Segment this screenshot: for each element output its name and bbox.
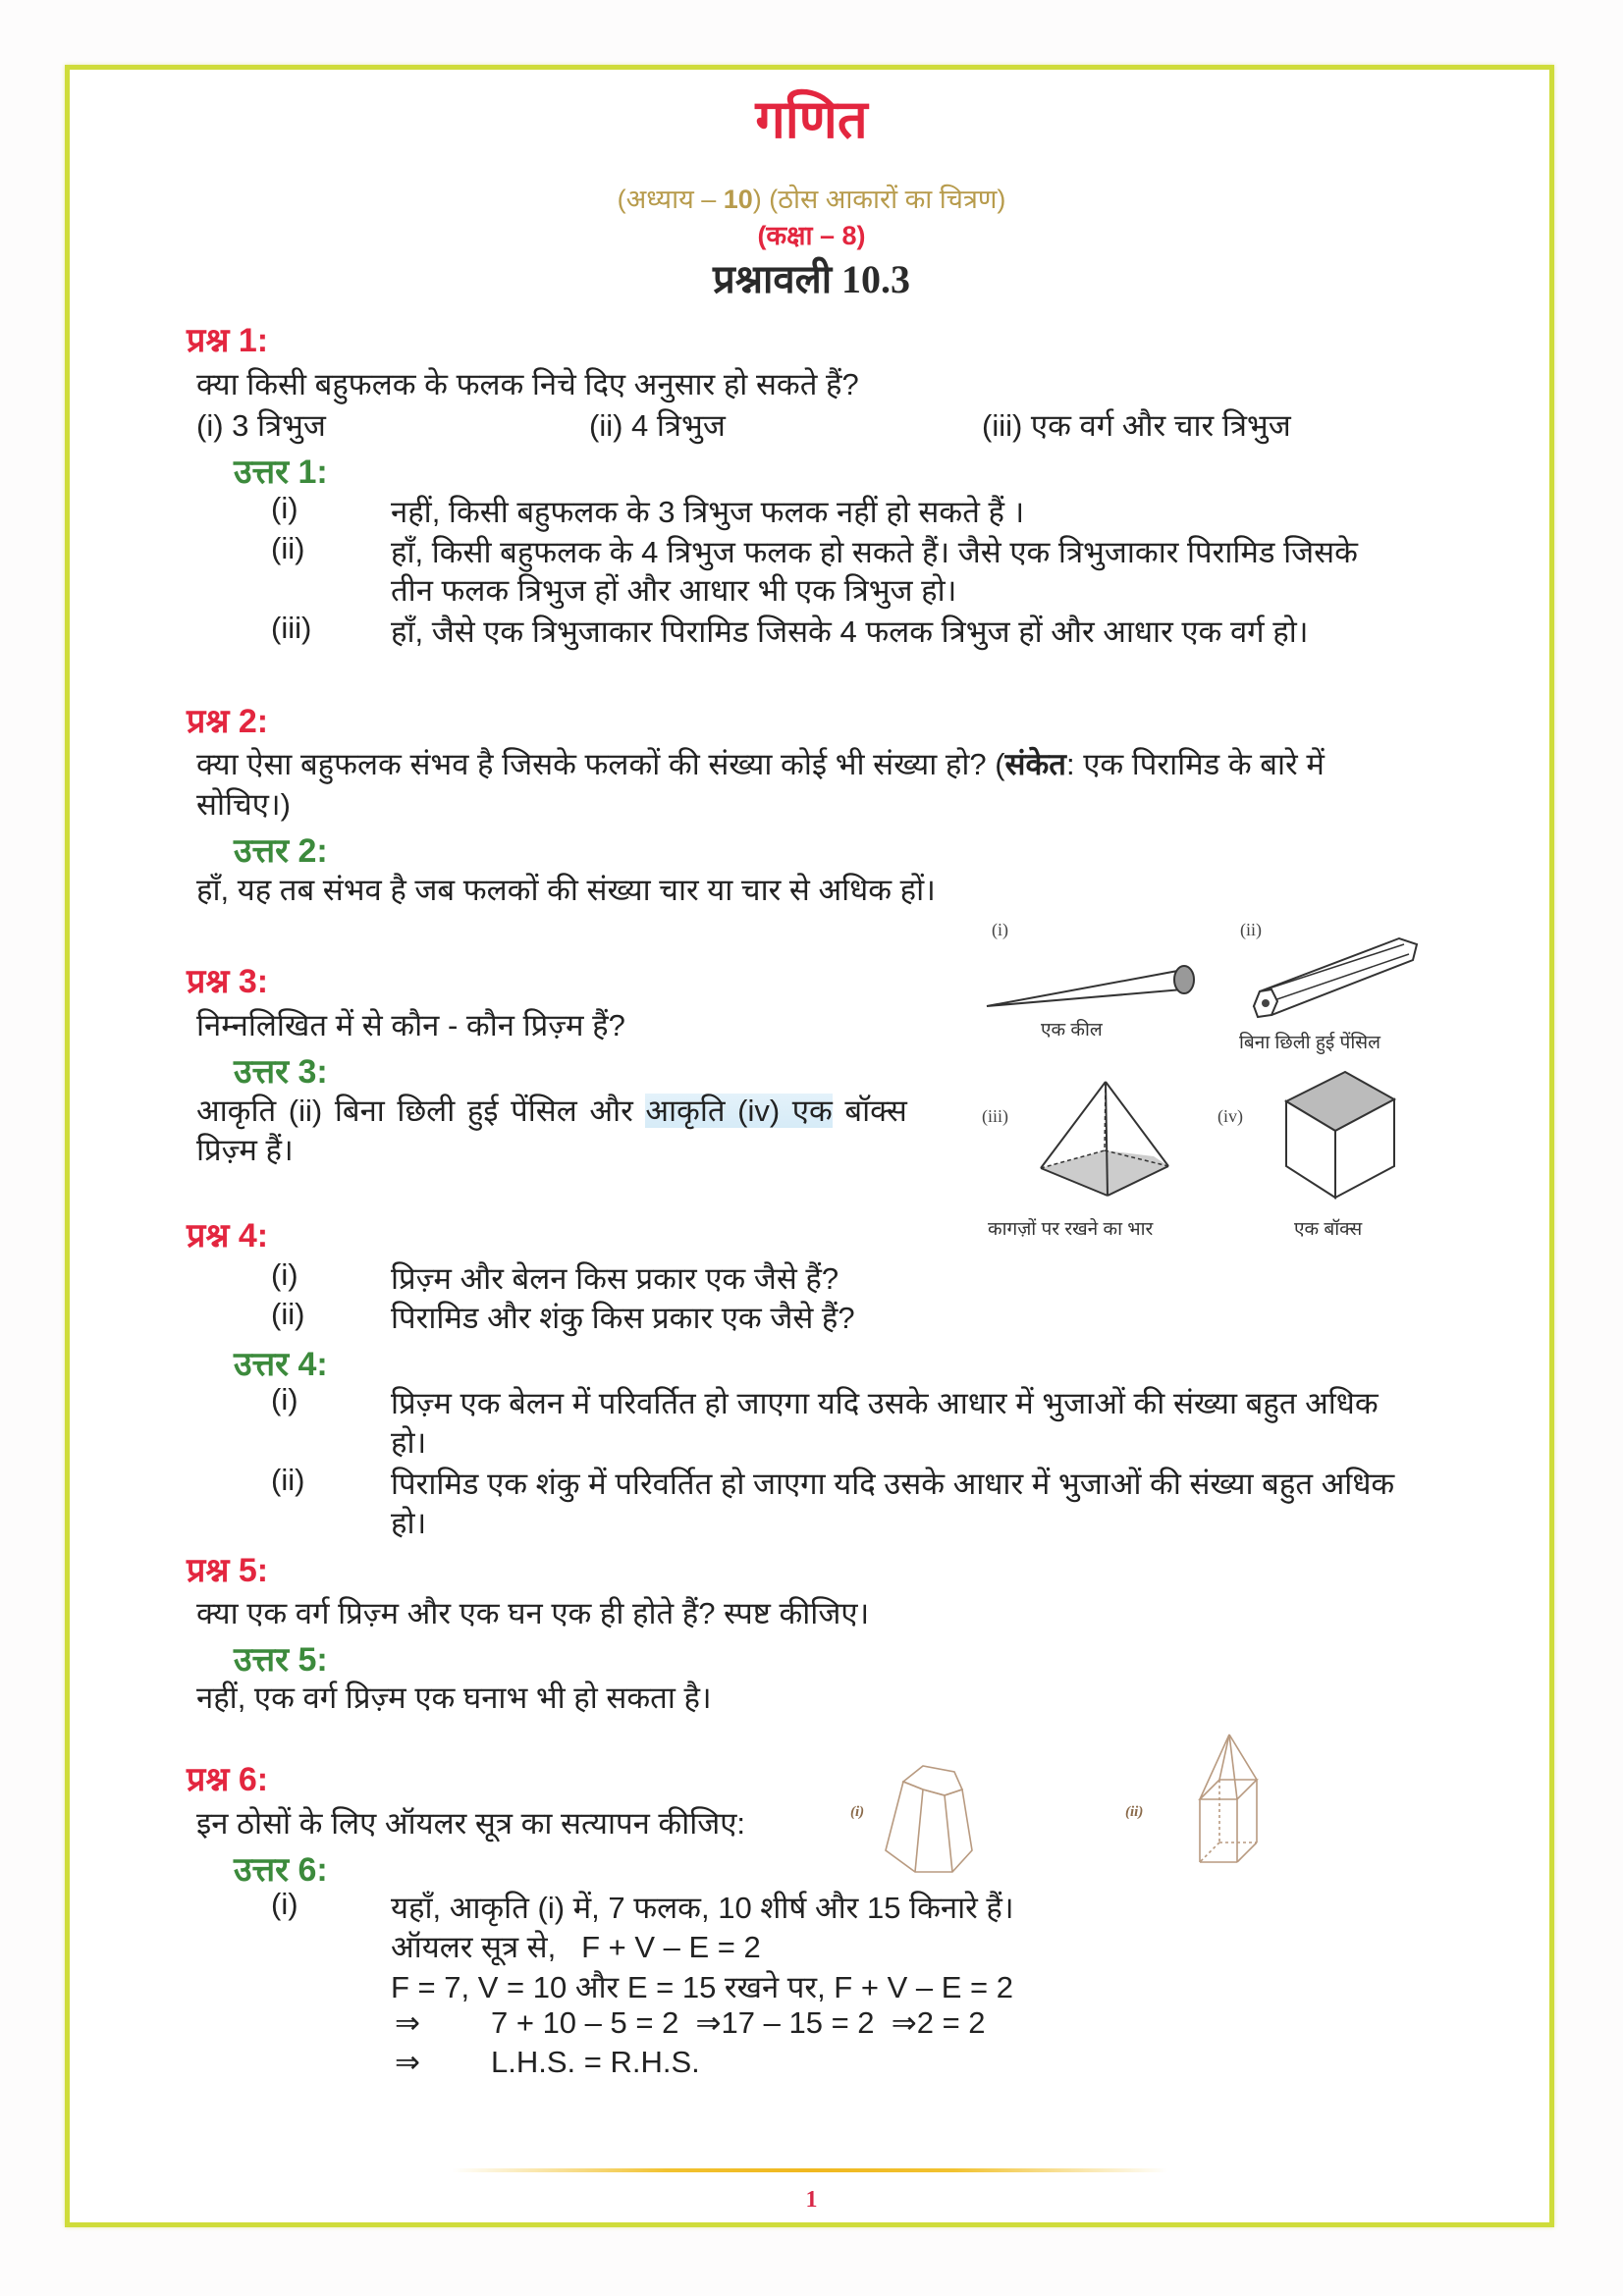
answer-6-num-i: (i)	[271, 1887, 298, 1921]
answer-1-num-iii: (iii)	[271, 611, 312, 645]
answer-2-heading: उत्तर 2:	[234, 832, 328, 870]
hint-label: संकेत	[1004, 747, 1066, 781]
answer-3-heading: उत्तर 3:	[234, 1053, 328, 1091]
question-4-num-i: (i)	[271, 1257, 298, 1292]
page-title: गणित	[755, 90, 868, 149]
hint-text: : एक पिरामिड के बारे में	[1065, 747, 1325, 781]
figure-i-label: (i)	[992, 920, 1008, 939]
question-1-option-ii: (ii) 4 त्रिभुज	[589, 408, 726, 443]
answer-6-line3: F = 7, V = 10 और E = 15 रखने पर, F + V – E = 2	[391, 1970, 1013, 2004]
pyramid-icon	[1039, 1080, 1176, 1202]
answer-4-text-i-line1: प्रिज़्म एक बेलन में परिवर्तित हो जाएगा यदि उसके आधार में भुजाओं की संख्या बहुत अधिक	[391, 1386, 1379, 1420]
chapter-number: 10	[723, 185, 753, 214]
exercise-title: प्रश्नावली 10.3	[712, 257, 911, 301]
chapter-name: ) (ठोस आकारों का चित्रण)	[752, 185, 1006, 214]
question-4-text-i: प्रिज़्म और बेलन किस प्रकार एक जैसे हैं?	[391, 1261, 839, 1296]
question-5-heading: प्रश्न 5:	[187, 1552, 269, 1589]
answer-1-text-ii-line2: तीन फलक त्रिभुज हों और आधार भी एक त्रिभुज हो।	[391, 573, 957, 608]
answer-2-text: हाँ, यह तब संभव है जब फलकों की संख्या चार या चार से अधिक हों।	[196, 873, 936, 907]
answer-6-line1: यहाँ, आकृति (i) में, 7 फलक, 10 शीर्ष और 15 किनारे हैं।	[391, 1891, 1014, 1925]
answer-1-num-i: (i)	[271, 491, 298, 525]
answer-6-step2-arrow: ⇒	[395, 2045, 420, 2079]
footer-divider	[452, 2168, 1168, 2172]
question-5-text: क्या एक वर्ग प्रिज़्म और एक घन एक ही होते हैं? स्पष्ट कीजिए।	[196, 1596, 870, 1630]
figure-ii-caption: बिना छिली हुई पेंसिल	[1239, 1033, 1380, 1053]
answer-1-text-ii-line1: हाँ, किसी बहुफलक के 4 त्रिभुज फलक हो सकते हैं। जैसे एक त्रिभुजाकार पिरामिड जिसके	[391, 535, 1358, 569]
answer-6-step1-arrow: ⇒	[395, 2005, 420, 2040]
answer-4-num-ii: (ii)	[271, 1463, 305, 1497]
figure-iii-label: (iii)	[982, 1106, 1008, 1126]
question-2-text-line1	[196, 743, 1325, 784]
chapter-prefix: (अध्याय –	[617, 185, 724, 214]
pencil-icon	[1242, 933, 1429, 1021]
question-6-text: इन ठोसों के लिए ऑयलर सूत्र का सत्यापन कीजिए:	[196, 1806, 746, 1841]
figure-ii-label: (ii)	[1240, 920, 1262, 939]
question-4-heading: प्रश्न 4:	[187, 1217, 269, 1255]
question-1-text: क्या किसी बहुफलक के फलक निचे दिए अनुसार हो सकते हैं?	[196, 367, 859, 401]
figure-i-caption: एक कील	[1041, 1020, 1103, 1041]
answer-6-heading: उत्तर 6:	[234, 1851, 328, 1889]
question-1-option-iii: (iii) एक वर्ग और चार त्रिभुज	[982, 408, 1291, 443]
answer-3-part-c: बॉक्स	[832, 1094, 907, 1128]
figure-iv-label: (iv)	[1217, 1106, 1243, 1126]
figure-iii-caption: कागज़ों पर रखने का भार	[988, 1219, 1154, 1240]
answer-6-line2: ऑयलर सूत्र से, F + V – E = 2	[391, 1930, 761, 1964]
answer-1-heading: उत्तर 1:	[234, 454, 328, 491]
question-2-text-line2: सोचिए।)	[196, 787, 291, 822]
solid-polyhedron-icon	[884, 1762, 982, 1875]
prism-with-pyramid-icon	[1198, 1733, 1267, 1870]
nail-icon	[987, 962, 1203, 1011]
answer-4-text-i-line2: हो।	[391, 1425, 427, 1460]
question-2-text: क्या ऐसा बहुफलक संभव है जिसके फलकों की संख्या कोई भी संख्या हो? (	[196, 747, 1005, 781]
question-4-num-ii: (ii)	[271, 1297, 305, 1331]
question-2-heading: प्रश्न 2:	[187, 703, 269, 740]
class-label: (कक्षा – 8)	[757, 221, 866, 250]
q6-figure-ii-label: (ii)	[1125, 1804, 1144, 1820]
q6-figure-i-label: (i)	[850, 1804, 865, 1820]
answer-5-text: नहीं, एक वर्ग प्रिज़्म एक घनाभ भी हो सकता है।	[196, 1681, 712, 1715]
answer-5-heading: उत्तर 5:	[234, 1641, 328, 1679]
answer-3-highlight: आकृति (iv) एक	[645, 1094, 833, 1128]
page-number: 1	[805, 2187, 818, 2213]
answer-4-text-ii-line1: पिरामिड एक शंकु में परिवर्तित हो जाएगा यदि उसके आधार में भुजाओं की संख्या बहुत अधिक	[391, 1467, 1395, 1501]
question-4-text-ii: पिरामिड और शंकु किस प्रकार एक जैसे हैं?	[391, 1301, 855, 1335]
answer-4-heading: उत्तर 4:	[234, 1346, 328, 1383]
answer-3-text-line1	[196, 1090, 907, 1131]
answer-4-text-ii-line2: हो।	[391, 1506, 427, 1540]
cube-icon	[1284, 1070, 1397, 1202]
answer-4-num-i: (i)	[271, 1382, 298, 1416]
answer-3-part-a: आकृति (ii) बिना छिली हुई पेंसिल और	[196, 1094, 646, 1128]
answer-6-step1: 7 + 10 – 5 = 2 ⇒17 – 15 = 2 ⇒2 = 2	[491, 2005, 986, 2040]
answer-1-text-i: नहीं, किसी बहुफलक के 3 त्रिभुज फलक नहीं हो सकते हैं ।	[391, 495, 1025, 529]
answer-3-text-line2: प्रिज़्म हैं।	[196, 1133, 294, 1167]
question-3-heading: प्रश्न 3:	[187, 963, 269, 1000]
answer-1-num-ii: (ii)	[271, 531, 305, 565]
figure-iv-caption: एक बॉक्स	[1294, 1219, 1363, 1240]
answer-6-step2: L.H.S. = R.H.S.	[491, 2045, 700, 2079]
answer-1-text-iii: हाँ, जैसे एक त्रिभुजाकार पिरामिड जिसके 4 फलक त्रिभुज हों और आधार एक वर्ग हो।	[391, 614, 1309, 649]
question-6-heading: प्रश्न 6:	[187, 1761, 269, 1798]
chapter-subtitle	[0, 180, 1623, 216]
question-1-heading: प्रश्न 1:	[187, 322, 269, 359]
question-1-option-i: (i) 3 त्रिभुज	[196, 408, 326, 443]
question-3-text: निम्नलिखित में से कौन - कौन प्रिज़्म हैं?	[196, 1008, 625, 1042]
